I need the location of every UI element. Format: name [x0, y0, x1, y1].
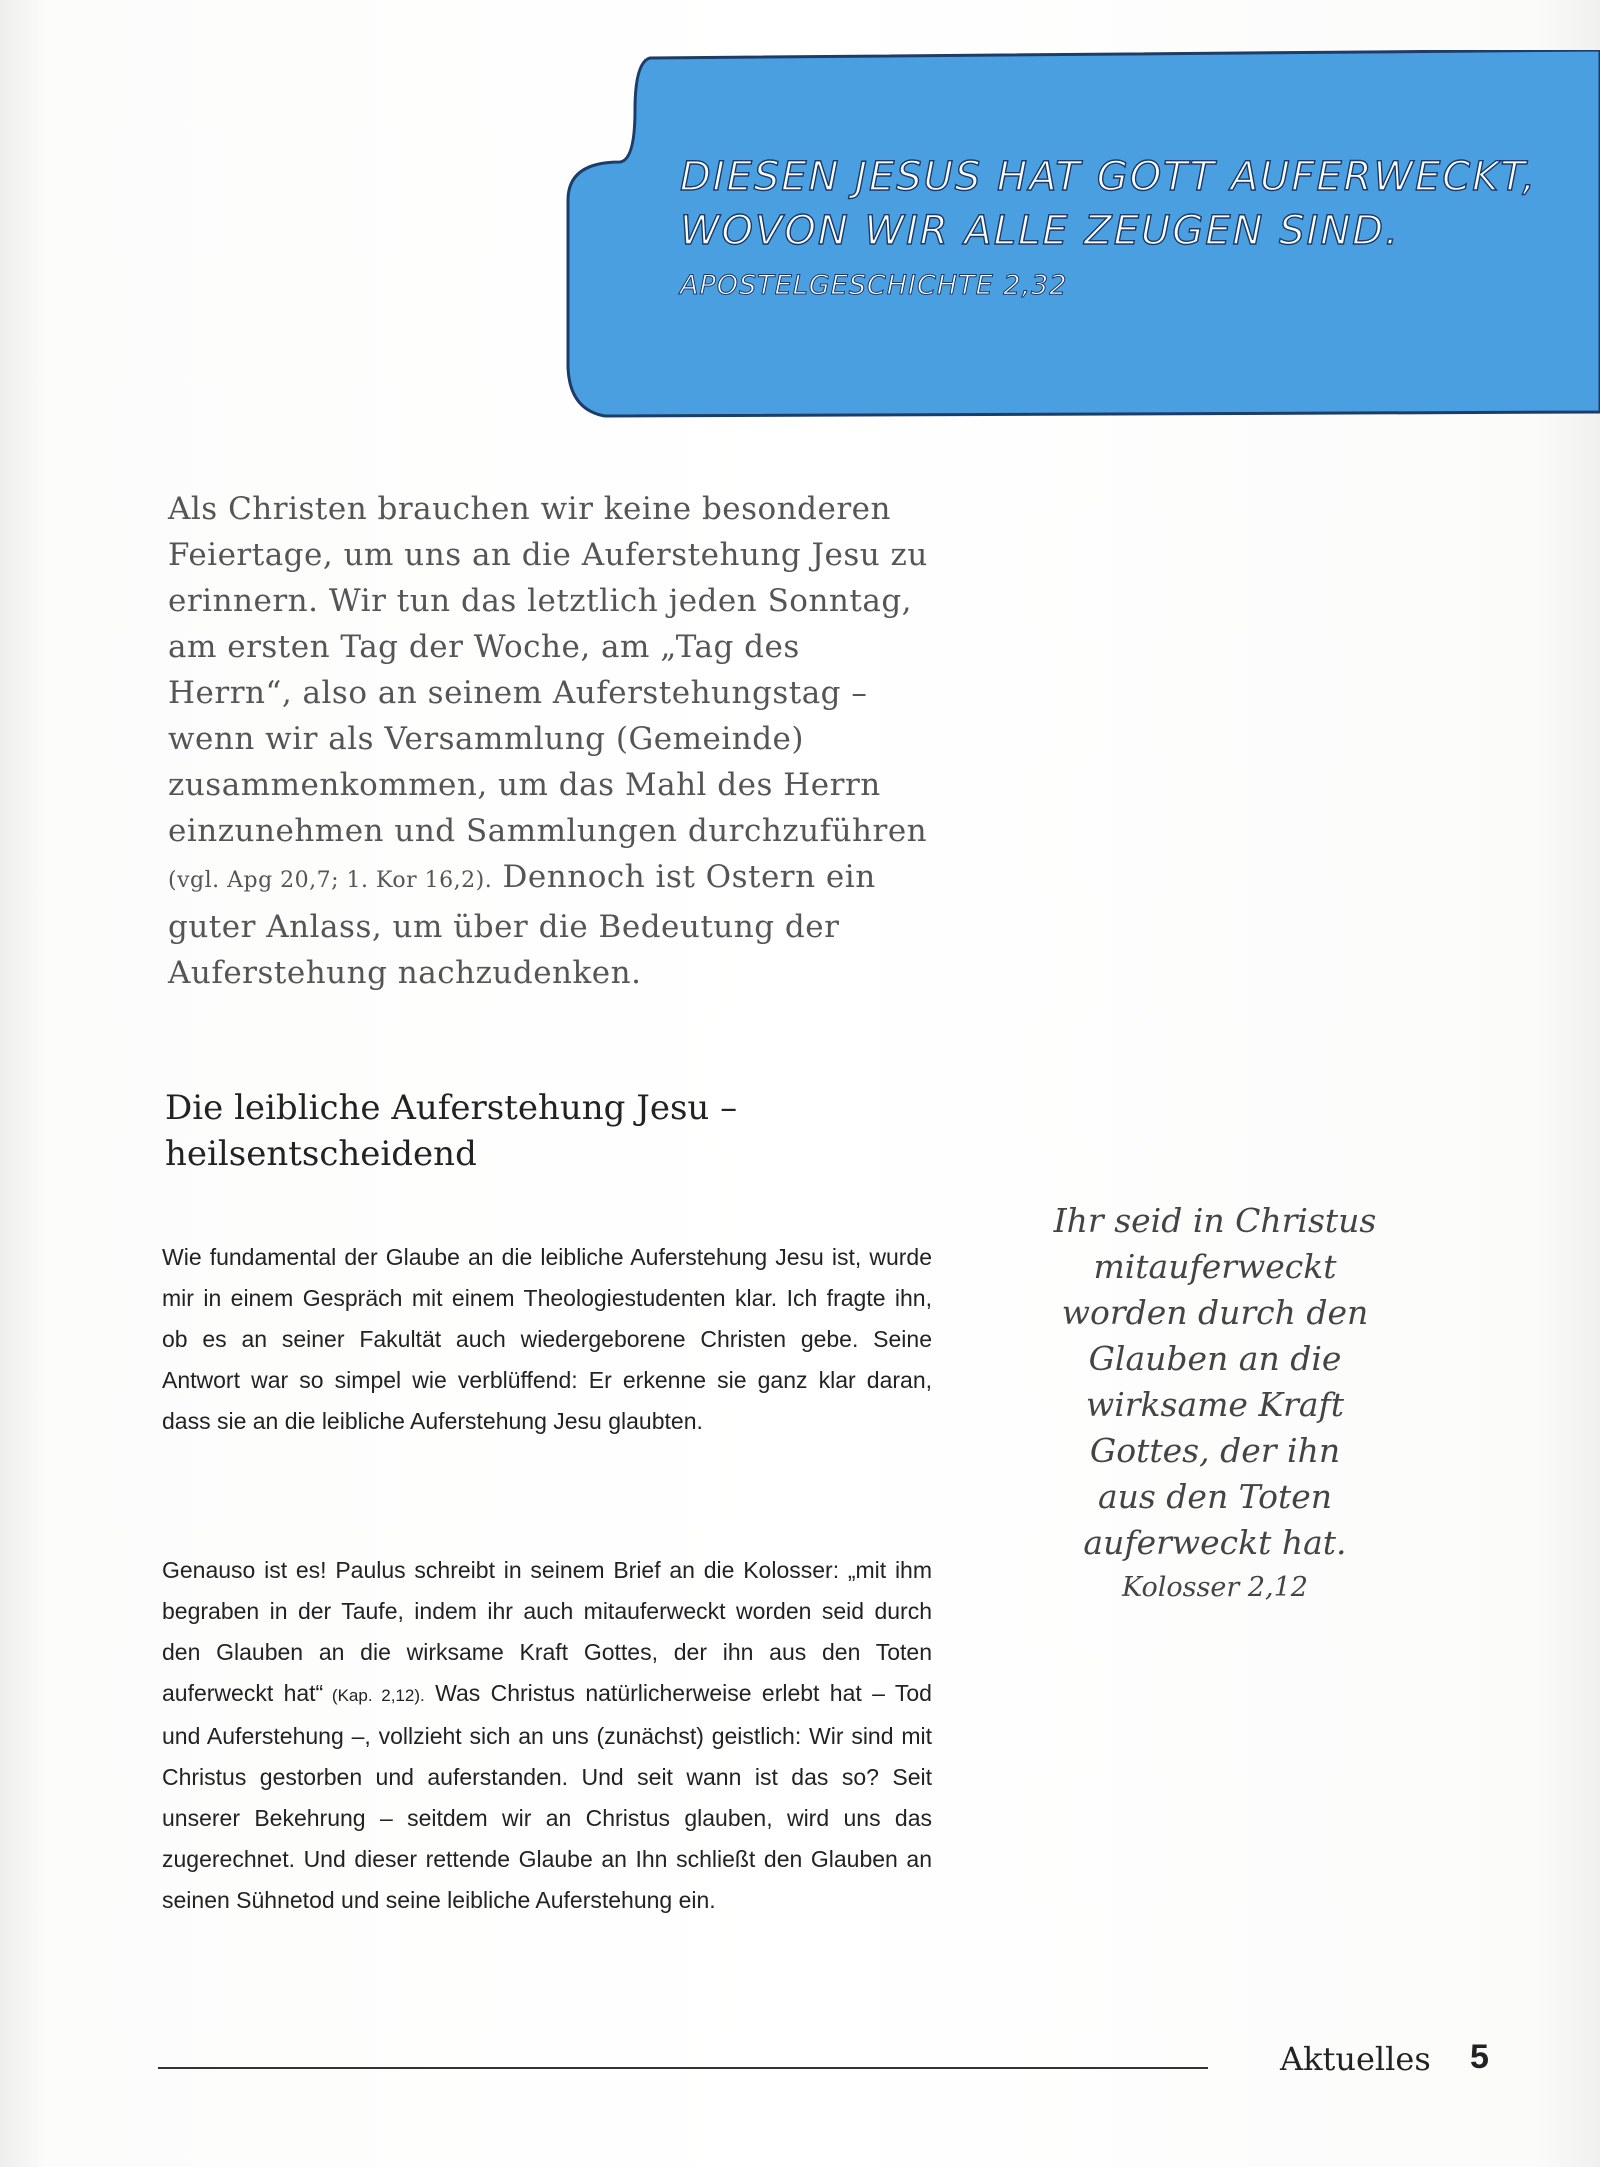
body-paragraph-2	[162, 1550, 932, 1921]
intro-reference: (vgl. Apg 20,7; 1. Kor 16,2).	[168, 868, 493, 893]
body-p2-end: Was Christus natürlicherweise erlebt hat – Tod und Auferstehung –, vollzieht sich an uns (zunächst) geistlich: Wir sind mit Christus gestorben und auferstanden. Und seit wann ist das so? Seit unserer Bekehrung – seitdem wir an Christus glauben, wird uns das zugerechnet. Und dieser rettende Glaube an Ihn schließt den Glauben an seinen Sühnetod und seine leibliche Auferstehung ein.	[162, 1680, 932, 1913]
body-p2-start: Genauso ist es! Paulus schreibt in seinem Brief an die Kolosser: „mit ihm begraben in der Taufe, indem ihr auch mitauferweckt worden seid durch den Glauben an die wirksame Kraft Gottes, der ihn aus den Toten auferweckt hat“	[162, 1557, 932, 1706]
banner-line-2: WOVON WIR ALLE ZEUGEN SIND.	[680, 208, 1400, 254]
quote-line: aus den Toten	[1097, 1477, 1333, 1516]
verse-banner	[560, 50, 1600, 420]
body-paragraph-1: Wie fundamental der Glaube an die leibliche Auferstehung Jesu ist, wurde mir in einem Gespräch mit einem Theologiestudenten klar. Ich fragte ihn, ob es an seiner Fakultät auch wiedergeborene Christen gebe. Seine Antwort war so simpel wie verblüffend: Er erkenne sie ganz klar daran, dass sie an die leibliche Auferstehung Jesu glaubten.	[162, 1244, 932, 1434]
footer-section-name: Aktuelles	[1280, 2040, 1431, 2078]
footer-rule	[158, 2067, 1208, 2069]
banner-line-1: DIESEN JESUS HAT GOTT AUFERWECKT,	[680, 154, 1537, 200]
intro-paragraph	[168, 486, 928, 996]
intro-text: Als Christen brauchen wir keine besonderen Feiertage, um uns an die Auferstehung Jesu zu erinnern. Wir tun das letztlich jeden Sonntag, am ersten Tag der Woche, am „Tag des Herrn“, also an seinem Auferstehungstag – wenn wir als Versammlung (Gemeinde) zusammenkommen, um das Mahl des Herrn einzunehmen und Sammlungen durchzuführen	[168, 491, 928, 849]
quote-line: Glauben an die	[1088, 1339, 1342, 1378]
body-p2-reference: (Kap. 2,12).	[323, 1686, 425, 1705]
quote-line: wirksame Kraft	[1085, 1385, 1345, 1424]
banner-text	[680, 150, 1580, 310]
quote-line: mitauferweckt	[1093, 1247, 1337, 1286]
pull-quote	[1020, 1198, 1410, 1610]
banner-reference: APOSTELGESCHICHTE 2,32	[680, 270, 1068, 301]
section-heading: Die leibliche Auferstehung Jesu – heilsentscheidend	[165, 1088, 738, 1174]
quote-line: Gottes, der ihn	[1089, 1431, 1341, 1470]
quote-line: Ihr seid in Christus	[1053, 1201, 1377, 1240]
intro-text-end: Dennoch ist Ostern ein guter Anlass, um über die Bedeutung der Auferstehung nachzudenken.	[168, 859, 876, 991]
quote-reference: Kolosser 2,12	[1122, 1572, 1308, 1603]
quote-line: auferweckt hat.	[1083, 1523, 1347, 1562]
page-number: 5	[1470, 2038, 1489, 2076]
quote-line: worden durch den	[1061, 1293, 1369, 1332]
